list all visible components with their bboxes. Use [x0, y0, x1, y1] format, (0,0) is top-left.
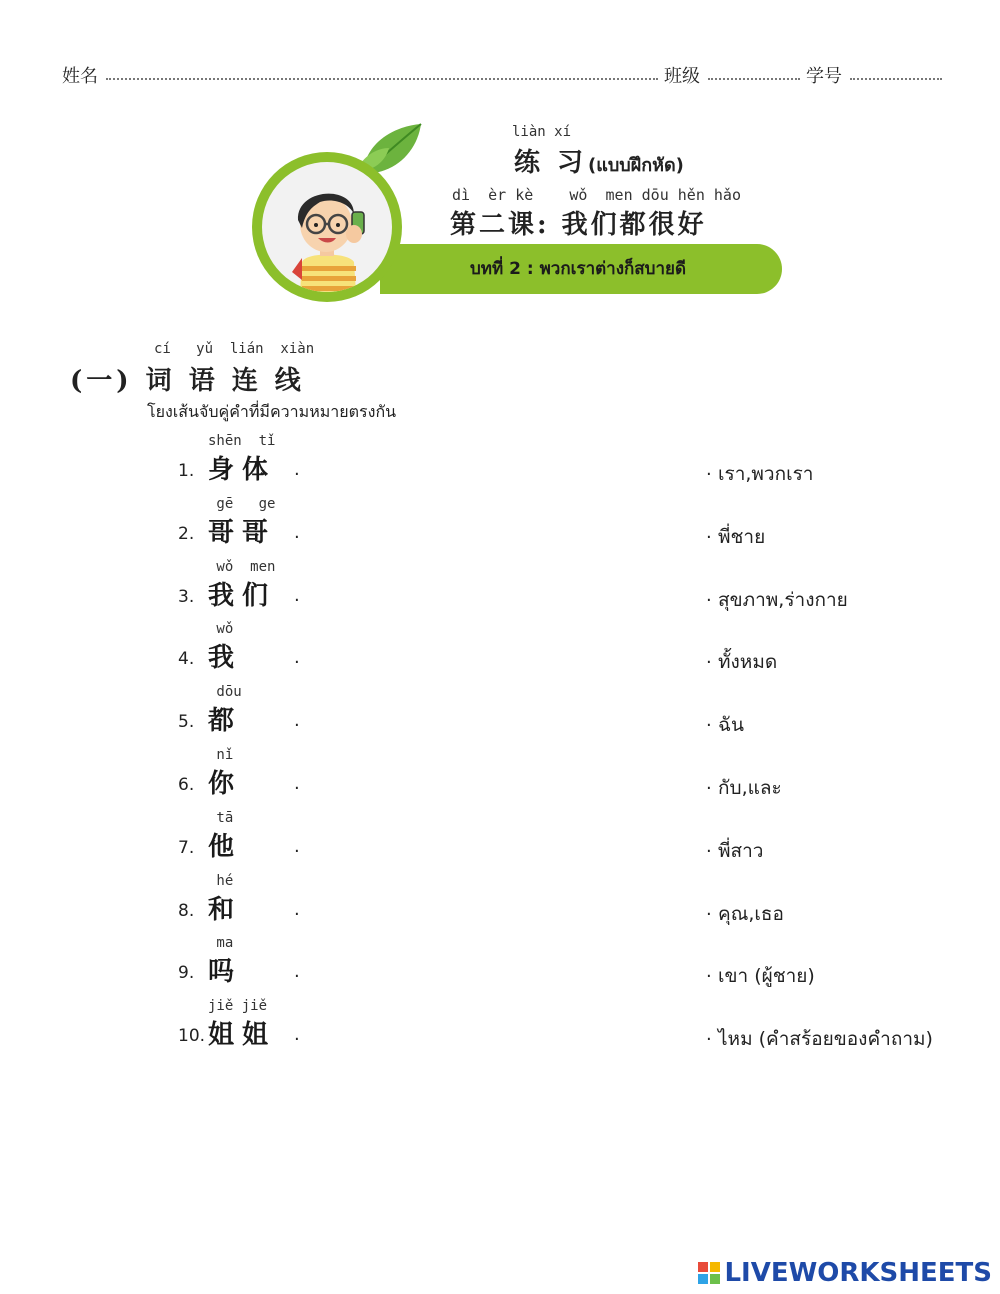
liveworksheets-logo-icon [698, 1262, 720, 1284]
row-thai-meaning: เรา,พวกเรา [718, 463, 814, 485]
left-match-dot[interactable]: . [294, 773, 300, 794]
right-match-dot[interactable]: . [706, 647, 712, 669]
row-pinyin: shēn tǐ [208, 433, 276, 449]
row-chinese-word: 哥哥 [208, 517, 277, 548]
section-pinyin: cí yǔ lián xiàn [154, 341, 315, 357]
section-heading: (一) 词 语 连 线 [70, 366, 305, 396]
left-match-dot[interactable]: . [294, 584, 300, 606]
class-label: 班级 [664, 66, 700, 87]
row-pinyin: jiě jiě [208, 998, 268, 1015]
right-match-dot[interactable]: . [706, 961, 712, 983]
class-field-line[interactable] [708, 78, 800, 80]
row-thai-meaning: คุณ,เธอ [718, 902, 784, 925]
name-label: 姓名 [62, 66, 98, 87]
row-number: 4. [178, 649, 195, 670]
lesson-title: 第二课: 我们都很好 [450, 210, 707, 240]
row-pinyin: gē ge [208, 495, 276, 512]
left-match-dot[interactable]: . [294, 710, 300, 732]
student-info-header [62, 62, 942, 90]
right-match-dot[interactable]: . [706, 898, 712, 920]
brand-wordmark[interactable]: LIVEWORKSHEETS [724, 1258, 992, 1288]
row-chinese-word: 我 [208, 643, 243, 674]
row-thai-meaning: พี่ชาย [718, 525, 766, 548]
number-field-line[interactable] [850, 78, 942, 80]
row-chinese-word: 姐姐 [208, 1020, 277, 1051]
row-thai-meaning: สุขภาพ,ร่างกาย [718, 588, 848, 611]
row-pinyin: hé [208, 872, 234, 889]
row-chinese-word: 和 [208, 894, 243, 925]
row-thai-meaning: กับ,และ [718, 777, 782, 799]
left-match-dot[interactable]: . [294, 647, 300, 669]
row-number: 9. [178, 963, 195, 984]
title-pinyin: liàn xí [512, 124, 572, 140]
right-match-dot[interactable]: . [706, 459, 712, 480]
row-chinese-word: 你 [208, 769, 243, 799]
row-thai-meaning: ทั้งหมด [718, 651, 778, 674]
left-match-dot[interactable]: . [294, 1024, 300, 1046]
left-match-dot[interactable]: . [294, 521, 300, 543]
row-chinese-word: 吗 [208, 957, 243, 988]
left-match-dot[interactable]: . [294, 459, 300, 480]
right-match-dot[interactable]: . [706, 1024, 712, 1046]
left-match-dot[interactable]: . [294, 898, 300, 920]
row-thai-meaning: เขา (ผู้ชาย) [718, 965, 815, 988]
title-thai: (แบบฝึกหัด) [588, 155, 684, 176]
row-thai-meaning: ฉัน [718, 714, 744, 737]
left-match-dot[interactable]: . [294, 961, 300, 983]
section-instruction: โยงเส้นจับคู่คำที่มีความหมายตรงกัน [147, 402, 397, 421]
row-chinese-word: 他 [208, 831, 243, 862]
right-match-dot[interactable]: . [706, 835, 712, 857]
row-pinyin: tā [208, 809, 234, 826]
right-match-dot[interactable]: . [706, 584, 712, 606]
row-number: 8. [178, 900, 195, 921]
name-field-line[interactable] [106, 78, 658, 80]
row-pinyin: ma [208, 935, 234, 952]
row-pinyin: nǐ [208, 747, 234, 763]
row-number: 5. [178, 712, 195, 733]
row-thai-meaning: พี่สาว [718, 839, 764, 862]
number-label: 学号 [806, 66, 842, 87]
title-chinese: 练 习 [514, 148, 588, 178]
row-number: 7. [178, 837, 195, 858]
avatar [262, 162, 392, 292]
row-number: 2. [178, 523, 195, 544]
row-chinese-word: 我们 [208, 580, 277, 611]
row-chinese-word: 身体 [208, 455, 277, 485]
row-number: 6. [178, 775, 195, 795]
row-thai-meaning: ไหม (คำสร้อยของคำถาม) [718, 1028, 933, 1051]
right-match-dot[interactable]: . [706, 773, 712, 794]
row-number: 10. [178, 1026, 206, 1047]
right-match-dot[interactable]: . [706, 521, 712, 543]
left-match-dot[interactable]: . [294, 835, 300, 857]
row-number: 3. [178, 586, 195, 607]
kid-on-phone-illustration [262, 162, 392, 292]
right-match-dot[interactable]: . [706, 710, 712, 732]
lesson-banner-text: บทที่ 2 : พวกเราต่างก็สบายดี [470, 259, 687, 279]
row-pinyin: wǒ [208, 621, 234, 638]
row-pinyin: wǒ men [208, 558, 276, 575]
row-number: 1. [178, 461, 195, 481]
lesson-pinyin: dì èr kè wǒ men dōu hěn hǎo [452, 186, 741, 204]
row-pinyin: dōu [208, 684, 242, 701]
row-chinese-word: 都 [208, 706, 243, 737]
